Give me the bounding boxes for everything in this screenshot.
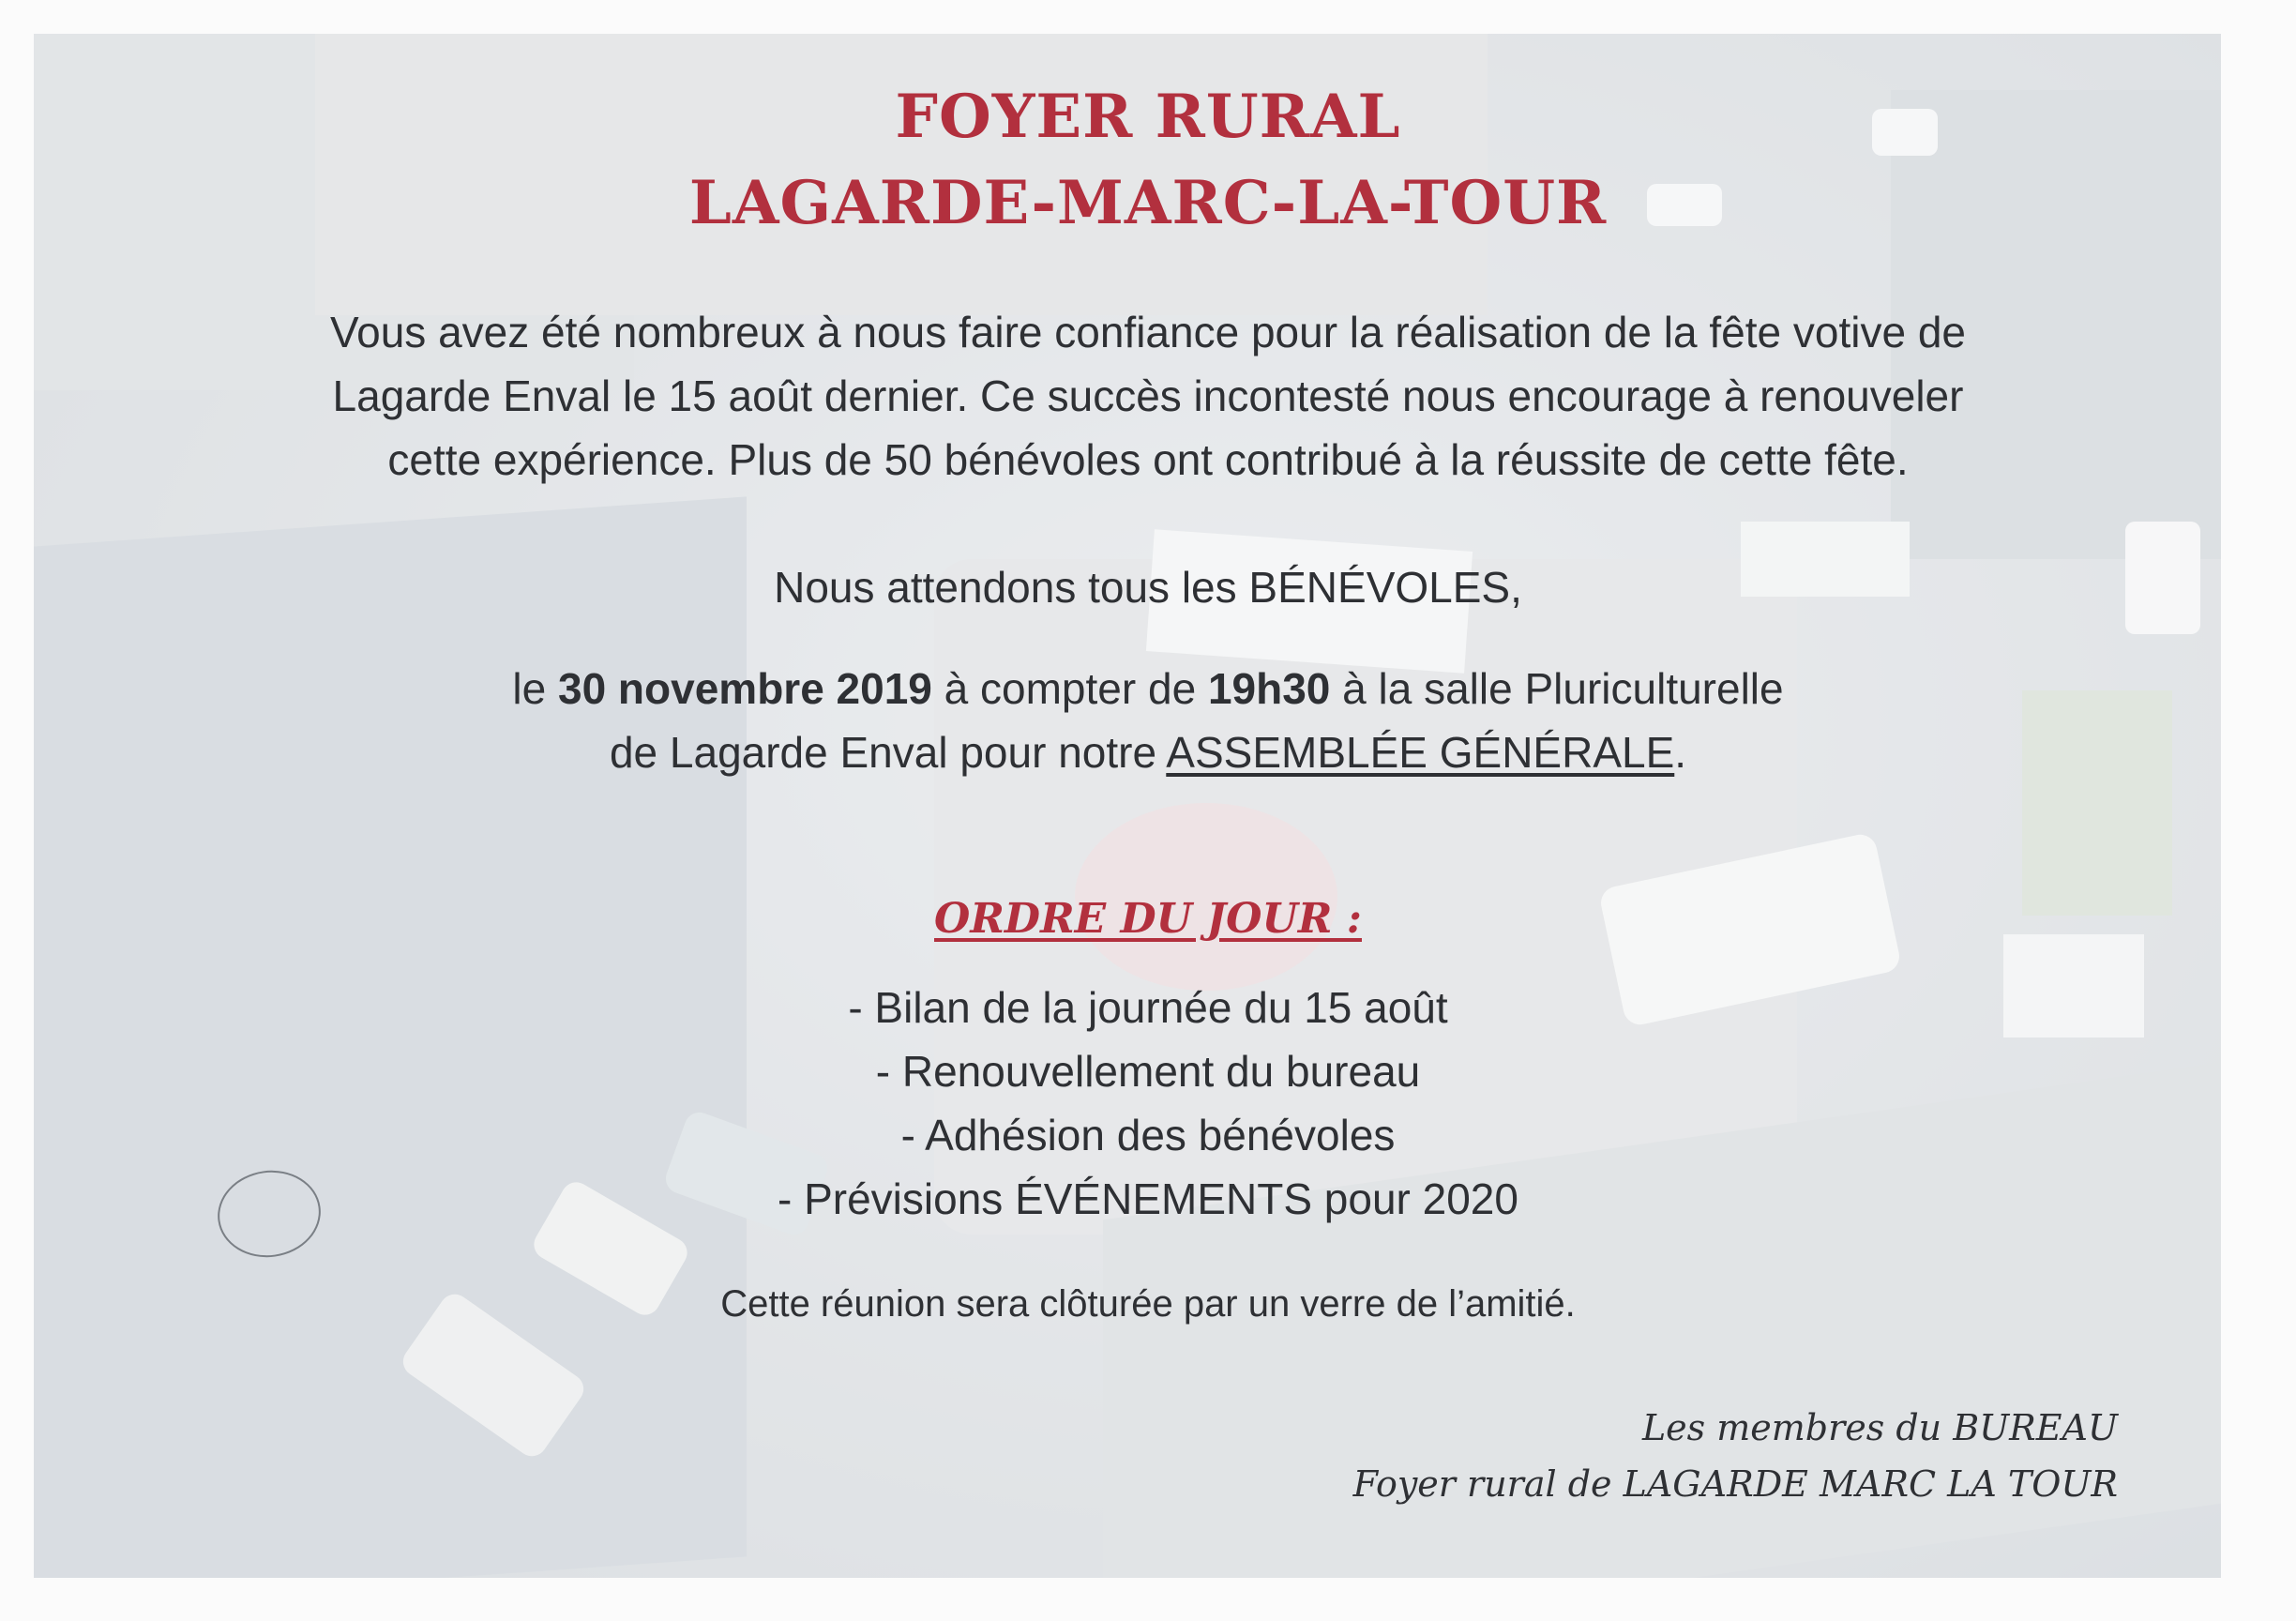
meeting-line-2-prefix: de Lagarde Enval pour notre: [609, 728, 1167, 777]
signature-line-2: Foyer rural de LAGARDE MARC LA TOUR: [1352, 1463, 2118, 1505]
closing-note: Cette réunion sera clôturée par un verre de l’amitié.: [720, 1283, 1576, 1325]
title-line-2: LAGARDE-MARC-LA-TOUR: [688, 168, 1608, 238]
meeting-event: ASSEMBLÉE GÉNÉRALE: [1166, 728, 1675, 777]
intro-paragraph: [84, 300, 2212, 492]
meeting-prefix: le: [512, 664, 558, 713]
signature-line-1: Les membres du BUREAU: [1641, 1407, 2118, 1448]
meeting-time: 19h30: [1207, 664, 1331, 713]
meeting-venue: à la salle Pluriculturelle: [1330, 664, 1784, 713]
agenda-item: - Renouvellement du bureau: [875, 1047, 1421, 1096]
meeting-middle: à compter de: [931, 664, 1208, 713]
aerial-photo-background: [34, 34, 2221, 1578]
agenda-item: - Adhésion des bénévoles: [900, 1111, 1396, 1159]
agenda-list: [0, 976, 2296, 1231]
meeting-date: 30 novembre 2019: [557, 664, 932, 713]
meeting-line-2: [0, 720, 2296, 784]
agenda-heading: [0, 891, 2296, 947]
meeting-line-1: [0, 657, 2296, 720]
intro-line: cette expérience. Plus de 50 bénévoles ont contribué à la réussite de cette fête.: [387, 435, 1909, 484]
agenda-item: - Bilan de la journée du 15 août: [848, 983, 1448, 1032]
agenda-item: - Prévisions ÉVÉNEMENTS pour 2020: [778, 1174, 1518, 1223]
title-line-1: FOYER RURAL: [895, 82, 1401, 152]
intro-line: Lagarde Enval le 15 août dernier. Ce succès incontesté nous encourage à renouveler: [332, 371, 1964, 420]
agenda-heading-text: ORDRE DU JOUR :: [934, 895, 1362, 943]
intro-line: Vous avez été nombreux à nous faire confiance pour la réalisation de la fête votive de: [330, 308, 1966, 356]
meeting-details: [0, 657, 2296, 784]
invitation-line: Nous attendons tous les BÉNÉVOLES,: [774, 563, 1522, 612]
meeting-line-2-suffix: .: [1674, 728, 1687, 777]
photo-fade-overlay: [34, 34, 2221, 1578]
